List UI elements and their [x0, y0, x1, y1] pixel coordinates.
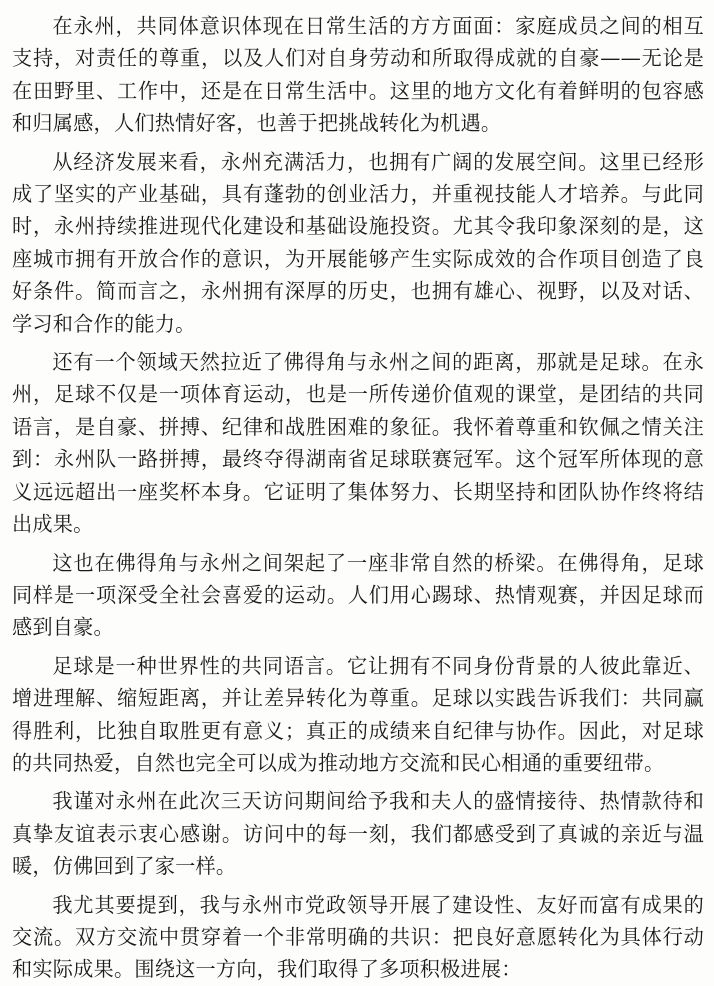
- paragraph: 这也在佛得角与永州之间架起了一座非常自然的桥梁。在佛得角，足球同样是一项深受全社会喜爱的运动。人们用心踢球、热情观赛，并因足球而感到自豪。: [12, 550, 704, 640]
- paragraph: 还有一个领域天然拉近了佛得角与永州之间的距离，那就是足球。在永州，足球不仅是一项体育运动，也是一所传递价值观的课堂，是团结的共同语言，是自豪、拼搏、纪律和战胜困难的象征。我怀着尊重和钦佩之情关注到：永州队一路拼搏，最终夺得湖南省足球联赛冠军。这个冠军所体现的意义远远超出一座奖杯本身。它证明了集体努力、长期坚持和团队协作终将结出成果。: [12, 350, 704, 537]
- paragraph: 我尤其要提到，我与永州市党政领导开展了建设性、友好而富有成果的交流。双方交流中贯穿着一个非常明确的共识：把良好意愿转化为具体行动和实际成果。围绕这一方向，我们取得了多项积极进展：: [12, 892, 704, 982]
- paragraph: 足球是一种世界性的共同语言。它让拥有不同身份背景的人彼此靠近、增进理解、缩短距离，并让差异转化为尊重。足球以实践告诉我们：共同赢得胜利，比独自取胜更有意义；真正的成绩来自纪律与协作。因此，对足球的共同热爱，自然也完全可以成为推动地方交流和民心相通的重要纽带。: [12, 653, 704, 775]
- paragraph: 我谨对永州在此次三天访问期间给予我和夫人的盛情接待、热情款待和真挚友谊表示衷心感谢。访问中的每一刻，我们都感受到了真诚的亲近与温暖，仿佛回到了家一样。: [12, 789, 704, 879]
- paragraph: 从经济发展来看，永州充满活力，也拥有广阔的发展空间。这里已经形成了坚实的产业基础，具有蓬勃的创业活力，并重视技能人才培养。与此同时，永州持续推进现代化建设和基础设施投资。尤其令我印象深刻的是，这座城市拥有开放合作的意识，为开展能够产生实际成效的合作项目创造了良好条件。简而言之，永州拥有深厚的历史，也拥有雄心、视野，以及对话、学习和合作的能力。: [12, 149, 704, 336]
- paragraph: 在永州，共同体意识体现在日常生活的方方面面：家庭成员之间的相互支持，对责任的尊重，以及人们对自身劳动和所取得成就的自豪——无论是在田野里、工作中，还是在日常生活中。这里的地方文化有着鲜明的包容感和归属感，人们热情好客，也善于把挑战转化为机遇。: [12, 14, 704, 136]
